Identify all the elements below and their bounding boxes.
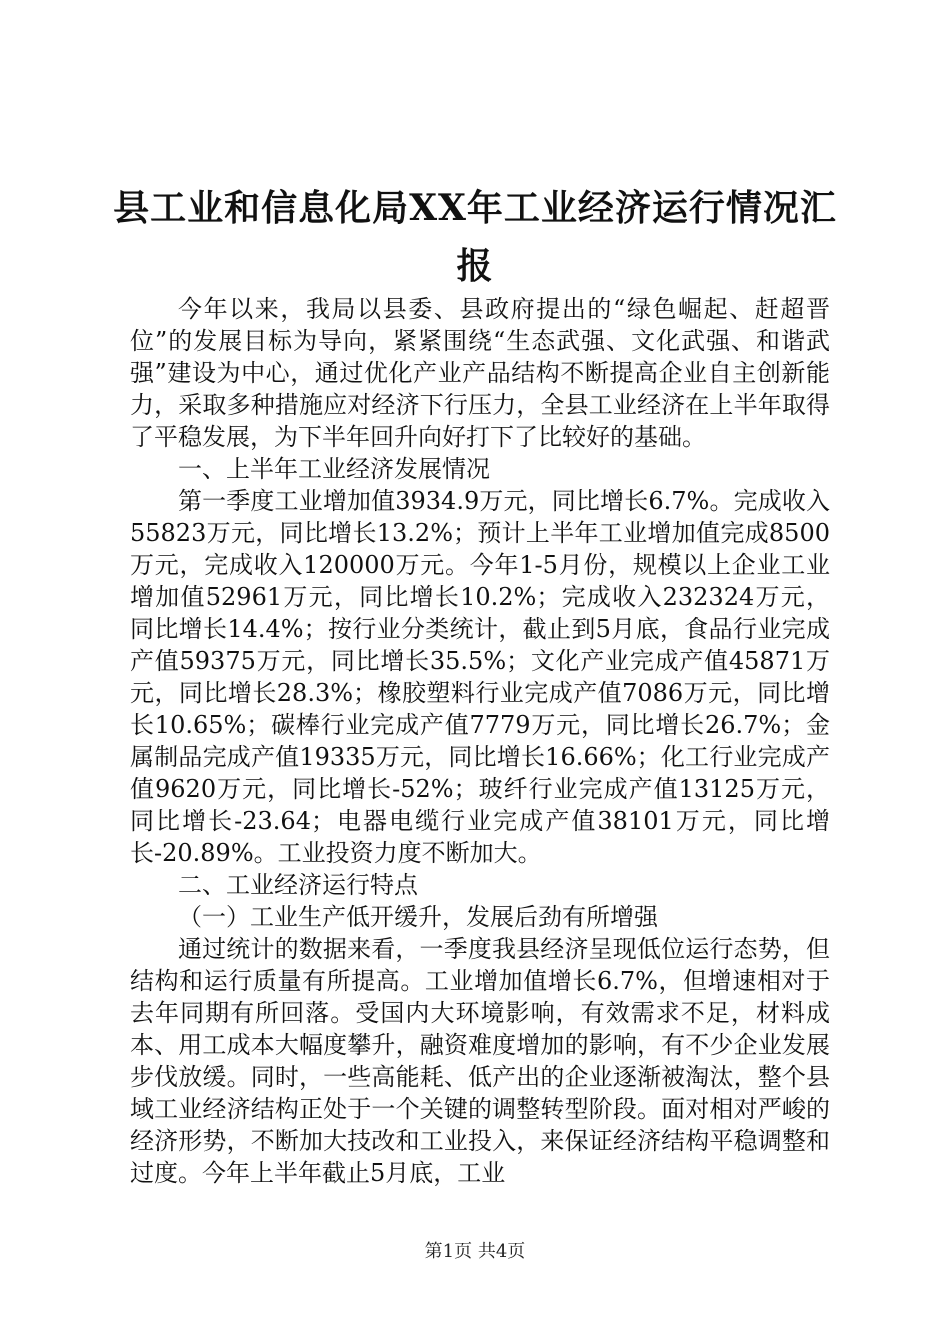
- subsection-heading-1: （一）工业生产低开缓升，发展后劲有所增强: [178, 903, 658, 931]
- document-title-line-2: 报: [456, 245, 494, 287]
- document-title-line-1: 县工业和信息化局XX年工业经济运行情况汇: [113, 187, 837, 229]
- analysis-paragraph: 通过统计的数据来看，一季度我县经济呈现低位运行态势，但结构和运行质量有所提高。工业增加值增长6.7%，但增速相对于去年同期有所回落。受国内大环境影响，有效需求不足，材料成本、用工成本大幅度攀升，融资难度增加的影响，有不少企业发展步伐放缓。同时，一些高能耗、低产出的企业逐渐被淘汰，整个县域工业经济结构正处于一个关键的调整转型阶段。面对相对严峻的经济形势，不断加大技改和工业投入，来保证经济结构平稳调整和过度。今年上半年截止5月底，工业: [130, 935, 830, 1187]
- intro-paragraph: 今年以来，我局以县委、县政府提出的“绿色崛起、赶超晋位”的发展目标为导向，紧紧围绕“生态武强、文化武强、和谐武强”建设为中心，通过优化产业产品结构不断提高企业自主创新能力，采取多种措施应对经济下行压力，全县工业经济在上半年取得了平稳发展，为下半年回升向好打下了比较好的基础。: [130, 295, 830, 451]
- page-number-footer: 第1页 共4页: [424, 1241, 526, 1262]
- statistics-paragraph: 第一季度工业增加值3934.9万元，同比增长6.7%。完成收入55823万元，同比增长13.2%；预计上半年工业增加值完成8500万元，完成收入120000万元。今年1-5月份，规模以上企业工业增加值52961万元，同比增长10.2%；完成收入232324万元，同比增长14.4%；按行业分类统计，截止到5月底，食品行业完成产值59375万元，同比增长35.5%；文化产业完成产值45871万元，同比增长28.3%；橡胶塑料行业完成产值7086万元，同比增长10.65%；碳棒行业完成产值7779万元，同比增长26.7%；金属制品完成产值19335万元，同比增长16.66%；化工行业完成产值9620万元，同比增长-52%；玻纤行业完成产值13125万元，同比增长-23.64；电器电缆行业完成产值38101万元，同比增长-20.89%。工业投资力度不断加大。: [130, 487, 830, 867]
- section-heading-2: 二、工业经济运行特点: [178, 871, 418, 899]
- document-body: [130, 293, 830, 1189]
- section-heading-1: 一、上半年工业经济发展情况: [178, 455, 490, 483]
